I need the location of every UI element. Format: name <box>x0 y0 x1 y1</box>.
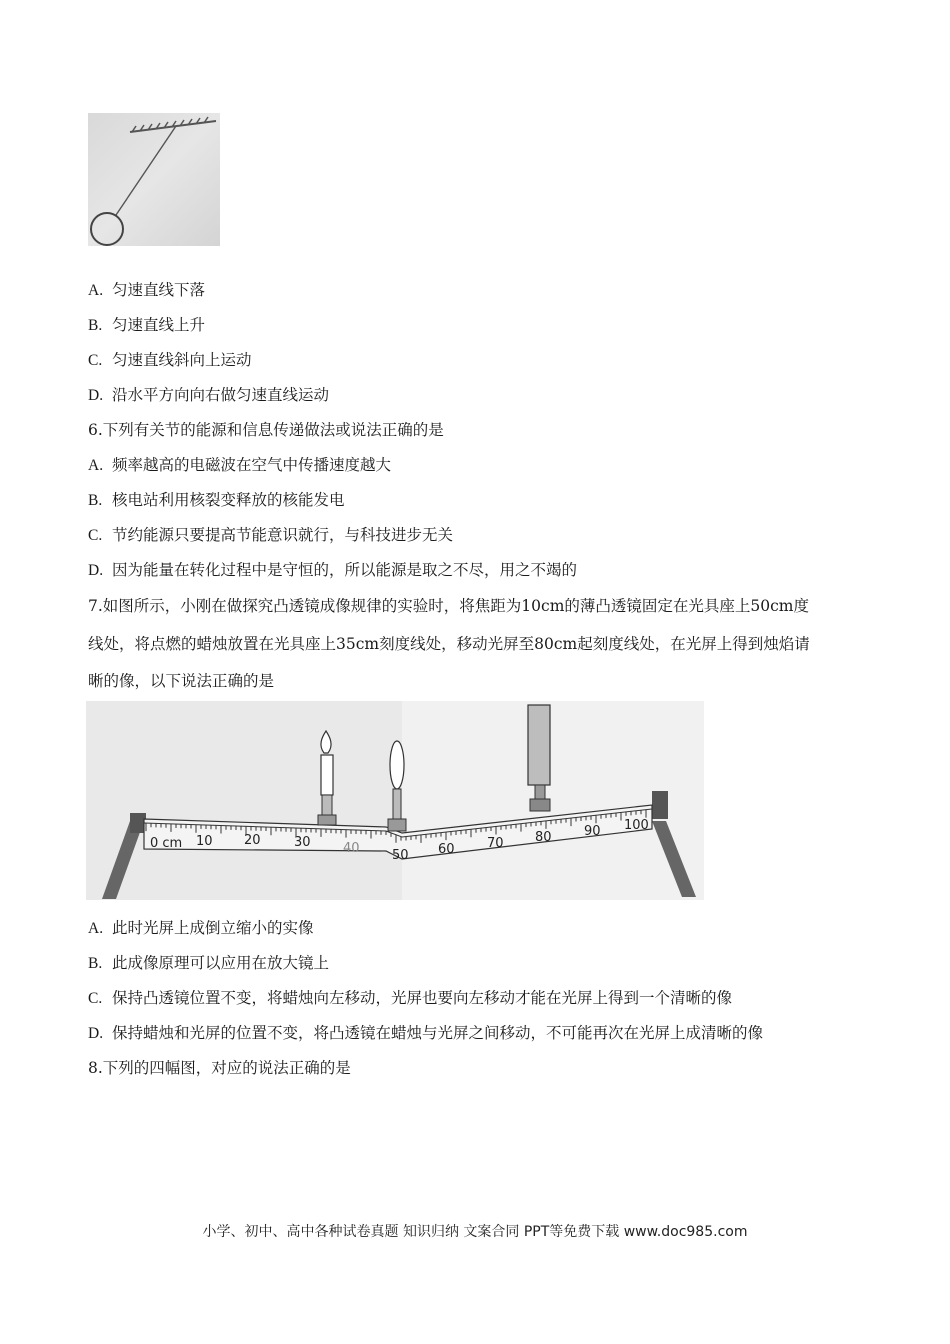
ruler-label-0: 0 cm <box>150 836 183 851</box>
q7-stem-line-3: 晰的像，以下说法正确的是 <box>88 672 275 690</box>
q5-option-d: D. 沿水平方向向右做匀速直线运动 <box>88 386 330 404</box>
ruler-label-40: 40 <box>343 841 360 856</box>
q6-option-c: C. 节约能源只要提高节能意识就行，与科技进步无关 <box>88 526 454 544</box>
q6-option-a: A. 频率越高的电磁波在空气中传播速度越大 <box>88 456 392 474</box>
q6-stem: 6.下列有关节的能源和信息传递做法或说法正确的是 <box>88 421 444 439</box>
ruler-label-80: 80 <box>535 830 552 845</box>
q7-option-c: C. 保持凸透镜位置不变，将蜡烛向左移动，光屏也要向左移动才能在光屏上得到一个清晰的像 <box>88 989 733 1007</box>
ruler-label-10: 10 <box>196 834 213 849</box>
ruler-label-90: 90 <box>584 824 601 839</box>
ruler-label-60: 60 <box>438 842 455 857</box>
q8-stem: 8.下列的四幅图，对应的说法正确的是 <box>88 1059 351 1077</box>
ruler-label-50: 50 <box>392 848 409 863</box>
right-end-block <box>652 791 668 819</box>
q7-option-d: D. 保持蜡烛和光屏的位置不变，将凸透镜在蜡烛与光屏之间移动，不可能再次在光屏上成清晰的像 <box>88 1024 764 1042</box>
q7-option-b: B. 此成像原理可以应用在放大镜上 <box>88 954 330 972</box>
pendulum-figure <box>88 113 220 246</box>
q6-option-d: D. 因为能量在转化过程中是守恒的，所以能源是取之不尽，用之不竭的 <box>88 561 578 579</box>
q7-stem-line-2: 线处，将点燃的蜡烛放置在光具座上35cm刻度线处，移动光屏至80cm起刻度线处，在光屏上得到烛焰请 <box>88 635 810 653</box>
q7-option-a: A. 此时光屏上成倒立缩小的实像 <box>88 919 314 937</box>
ruler-label-70: 70 <box>487 836 504 851</box>
q7-stem-line-1: 7.如图所示，小刚在做探究凸透镜成像规律的实验时，将焦距为10cm的薄凸透镜固定在光具座上50cm度 <box>88 597 809 615</box>
ruler-label-30: 30 <box>294 835 311 850</box>
q6-option-b: B. 核电站利用核裂变释放的核能发电 <box>88 491 345 509</box>
q5-option-c: C. 匀速直线斜向上运动 <box>88 351 252 369</box>
ruler-label-20: 20 <box>244 833 261 848</box>
ruler-label-100: 100 <box>624 818 649 833</box>
optical-bench-figure <box>86 701 704 900</box>
q5-option-a: A. 匀速直线下落 <box>88 281 206 299</box>
q5-option-b: B. 匀速直线上升 <box>88 316 206 334</box>
page-footer: 小学、初中、高中各种试卷真题 知识归纳 文案合同 PPT等免费下载 www.doc985.com <box>202 1224 748 1240</box>
